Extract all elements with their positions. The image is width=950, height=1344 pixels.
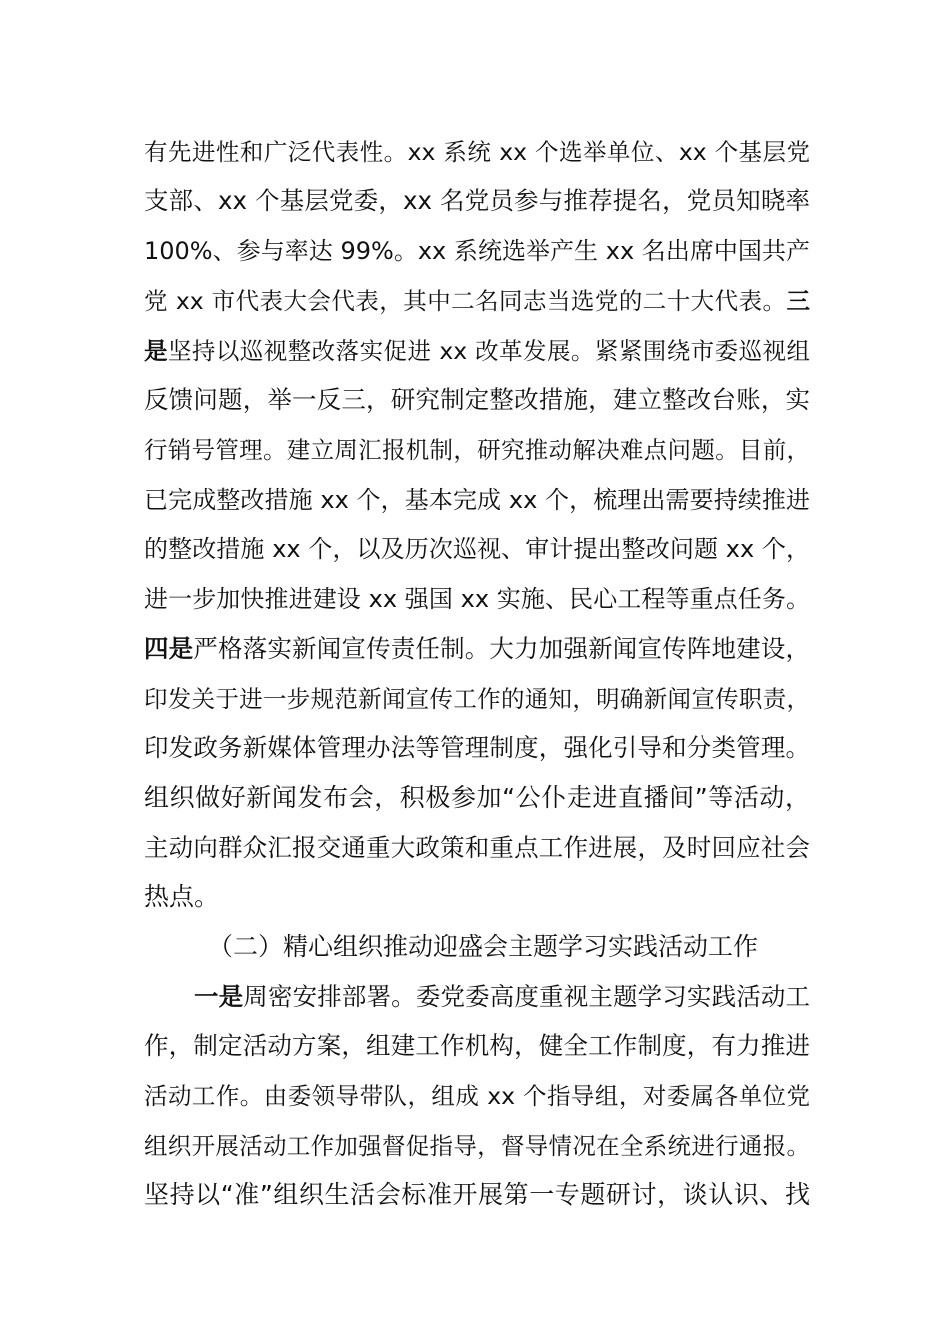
- text-line-14: [144, 778, 810, 818]
- line-text: 主动向群众汇报交通重大政策和重点工作进展，及时回应社会: [144, 833, 810, 862]
- line-text: 印发关于进一步规范新闻宣传工作的通知，明确新闻宣传职责，: [144, 685, 810, 713]
- line-text: 坚持以“准”组织生活会标准开展第一专题研讨，谈认识、找: [144, 1180, 810, 1209]
- text-line-16: [144, 877, 810, 917]
- text-line-12: [144, 679, 810, 719]
- line-text: 党 xx 市代表大会代表，其中二名同志当选党的二十大代表。: [144, 287, 787, 315]
- bold-marker: 四是: [144, 634, 194, 663]
- line-text: 有先进性和广泛代表性。xx 系统 xx 个选举单位、xx 个基层党: [144, 138, 810, 166]
- text-line-2: [144, 181, 810, 221]
- text-line-15: [144, 828, 810, 868]
- text-line-6: [144, 380, 810, 420]
- text-line-18: [194, 977, 810, 1017]
- bold-marker: 是: [144, 337, 168, 365]
- line-text: 的整改措施 xx 个，以及历次巡视、审计提出整改问题 xx 个，: [144, 535, 810, 563]
- text-line-11: [144, 629, 810, 669]
- line-text: 坚持以巡视整改落实促进 xx 改革发展。紧紧围绕市委巡视组: [167, 337, 810, 365]
- text-line-9: [144, 529, 810, 569]
- line-text: 进一步加快推进建设 xx 强国 xx 实施、民心工程等重点任务。: [144, 585, 810, 613]
- line-text: 印发政务新媒体管理办法等管理制度，强化引导和分类管理。: [144, 733, 810, 762]
- line-text: 活动工作。由委领导带队，组成 xx 个指导组，对委属各单位党: [144, 1082, 810, 1110]
- text-line-20: [144, 1076, 810, 1116]
- line-text: 热点。: [144, 882, 220, 911]
- text-line-13: [144, 728, 810, 768]
- bold-marker: 三: [786, 287, 810, 315]
- line-text: 已完成整改措施 xx 个，基本完成 xx 个，梳理出需要持续推进: [144, 486, 810, 514]
- line-text: 支部、xx 个基层党委，xx 名党员参与推荐提名，党员知晓率: [144, 186, 810, 215]
- text-line-1: [144, 132, 810, 172]
- line-text: 组织做好新闻发布会，积极参加“公仆走进直播间”等活动，: [144, 783, 810, 812]
- line-text: 作，制定活动方案，组建工作机构，健全工作制度，有力推进: [144, 1031, 810, 1060]
- line-text: 严格落实新闻宣传责任制。大力加强新闻宣传阵地建设，: [193, 634, 811, 663]
- text-line-5: [144, 331, 810, 371]
- heading-text: （二）精心组织推动迎盛会主题学习实践活动工作: [208, 932, 759, 961]
- text-line-3: [144, 231, 810, 271]
- line-text: 组织开展活动工作加强督促指导，督导情况在全系统进行通报。: [144, 1132, 810, 1160]
- text-line-8: [144, 480, 810, 520]
- line-text: 100%、参与率达 99%。xx 系统选举产生 xx 名出席中国共产: [144, 237, 810, 265]
- line-text: 行销号管理。建立周汇报机制，研究推动解决难点问题。目前，: [144, 436, 810, 464]
- line-text: 反馈问题，举一反三，研究制定整改措施，建立整改台账，实: [144, 385, 810, 414]
- text-line-10: [144, 579, 810, 619]
- text-line-21: [144, 1126, 810, 1166]
- bold-marker: 一是: [194, 982, 244, 1011]
- text-line-7: [144, 430, 810, 470]
- line-text: 周密安排部署。委党委高度重视主题学习实践活动工: [243, 982, 811, 1011]
- text-line-22: [144, 1175, 810, 1215]
- section-heading: [208, 927, 810, 967]
- text-line-4: [144, 281, 810, 321]
- text-line-19: [144, 1026, 810, 1066]
